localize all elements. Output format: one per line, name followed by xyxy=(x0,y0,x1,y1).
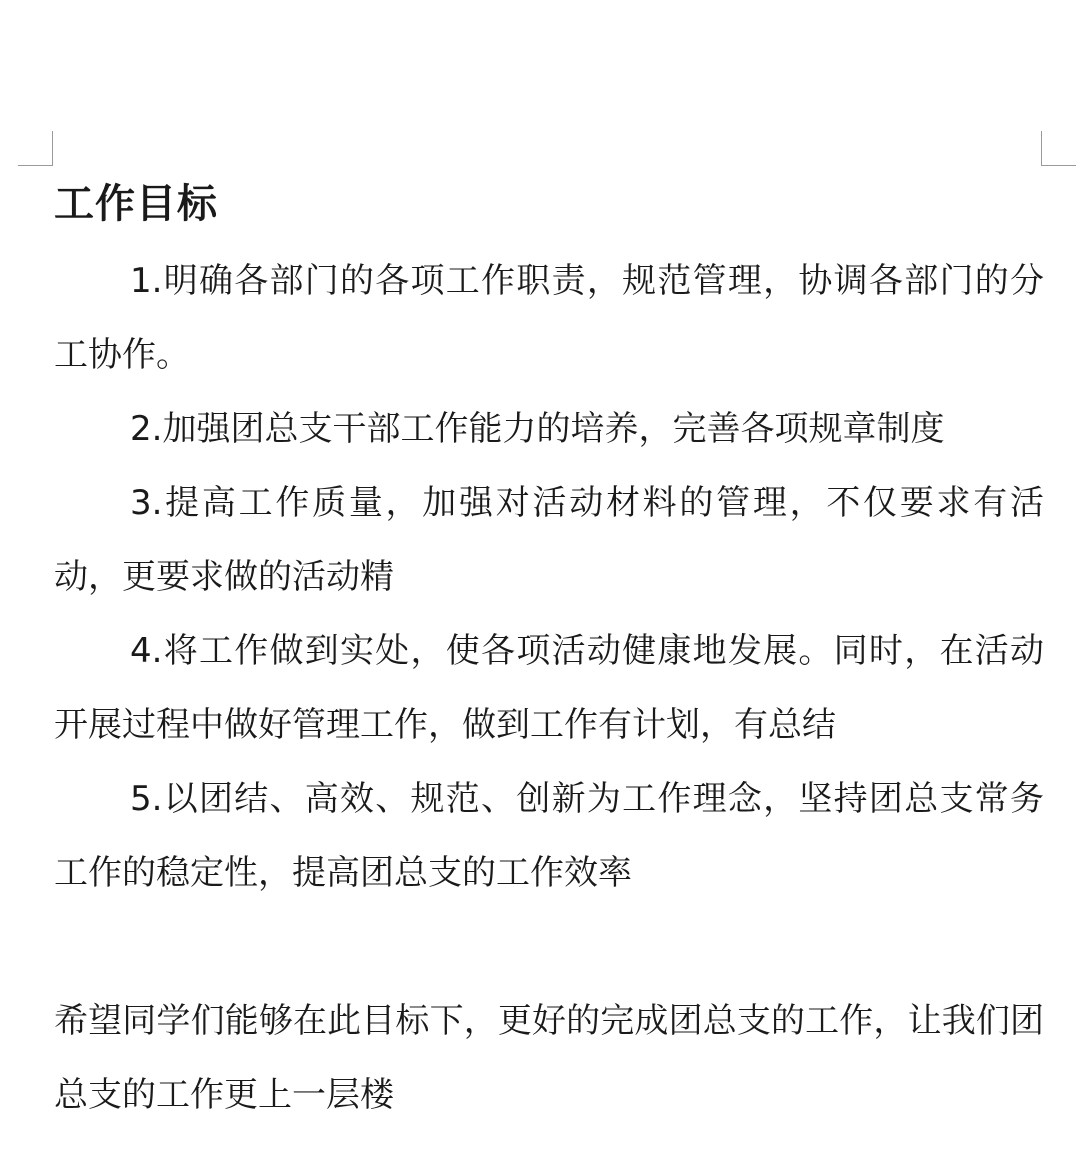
blank-line xyxy=(54,910,1044,984)
goal-item-1: 1.明确各部门的各项工作职责，规范管理，协调各部门的分工协作。 xyxy=(54,261,1044,375)
closing-paragraph: 希望同学们能够在此目标下，更好的完成团总支的工作，让我们团总支的工作更上一层楼 xyxy=(54,1001,1044,1115)
goal-item-4: 4.将工作做到实处，使各项活动健康地发展。同时，在活动开展过程中做好管理工作，做到工作有计划，有总结 xyxy=(54,631,1044,745)
top-left-crop-mark xyxy=(18,131,53,166)
goal-item-5: 5.以团结、高效、规范、创新为工作理念，坚持团总支常务工作的稳定性，提高团总支的工作效率 xyxy=(54,779,1044,893)
goal-item-3: 3.提高工作质量，加强对活动材料的管理，不仅要求有活动，更要求做的活动精 xyxy=(54,483,1044,597)
top-right-crop-mark xyxy=(1041,131,1076,166)
document-body xyxy=(54,172,1044,1132)
goal-item-2: 2.加强团总支干部工作能力的培养，完善各项规章制度 xyxy=(130,409,945,449)
section-heading: 工作目标 xyxy=(54,181,218,227)
